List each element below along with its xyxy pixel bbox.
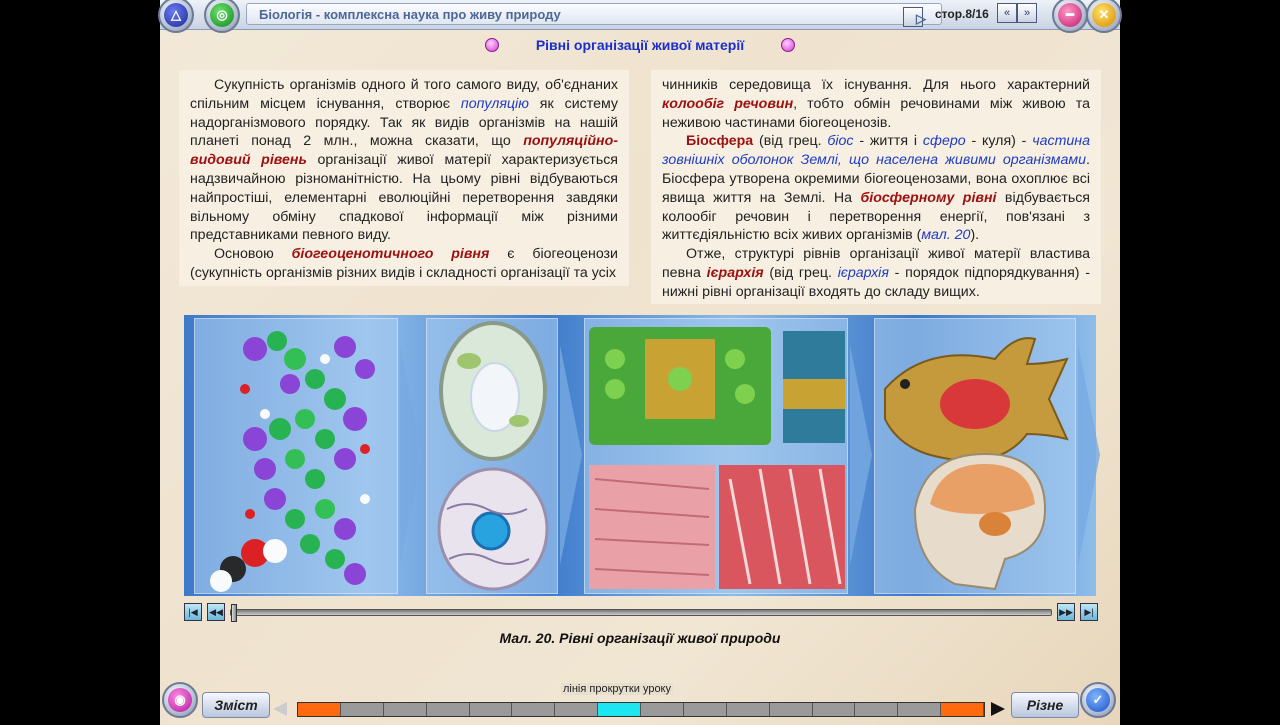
progress-segment[interactable] — [470, 703, 513, 716]
section-title: Рівні організації живої матерії — [535, 36, 745, 53]
term-text: біос — [827, 133, 854, 150]
animation-slider — [184, 603, 1098, 623]
term-text: популяцію — [460, 95, 529, 112]
slider-thumb[interactable] — [231, 604, 237, 622]
progress-segment[interactable] — [384, 703, 427, 716]
term-text: Біосфера — [686, 133, 754, 150]
rewind-icon: ◀◀ — [209, 606, 223, 617]
page-indicator: стор.8/16 — [935, 7, 989, 21]
levels-illustration — [184, 315, 1096, 596]
body-text: є біогеоценози (сукупність організмів різних видів і складності організації та усіх — [190, 246, 618, 281]
progress-segment[interactable] — [512, 703, 555, 716]
misc-label: Різне — [1026, 697, 1064, 713]
section-heading — [160, 36, 1120, 54]
slider-track[interactable] — [230, 609, 1052, 616]
ring-icon: ◎ — [210, 3, 234, 27]
level-arrow — [400, 345, 422, 565]
title-bar — [246, 3, 942, 25]
progress-segment[interactable] — [298, 703, 341, 716]
double-left-icon: « — [1003, 7, 1011, 19]
rewind-start-button[interactable] — [184, 603, 202, 621]
term-text: ієрархія — [837, 264, 889, 281]
progress-segment[interactable] — [341, 703, 384, 716]
progress-segment[interactable] — [641, 703, 684, 716]
fast-forward-icon: ▶▶ — [1059, 606, 1073, 617]
scroll-right-button[interactable] — [991, 702, 1005, 716]
paragraph — [662, 76, 1090, 132]
paragraph — [190, 245, 618, 283]
forward-end-button[interactable] — [1080, 603, 1098, 621]
minimize-icon: ━ — [1058, 3, 1082, 27]
body-text: (від грец. — [763, 264, 838, 281]
body-text: , тобто обмін речовинами між живою та неживою частинами біогеоценозів. — [662, 95, 1091, 131]
text-column-left — [179, 70, 629, 286]
body-text: відбувається колообіг речовин і перетворення енергії, пов'язані з життєдіяльністю всіх живих організмів ( — [662, 189, 1090, 244]
misc-button[interactable] — [1011, 692, 1079, 718]
body-text: Отже, структурі рівнів організації живої матерії властива певна — [662, 246, 1090, 281]
paragraph — [662, 245, 1090, 301]
triangle-icon: △ — [164, 3, 188, 27]
progress-segment[interactable] — [770, 703, 813, 716]
term-text: популяційно-видовий рівень — [190, 133, 618, 169]
term-text: біосферному рівні — [860, 189, 997, 206]
cell-panel — [426, 318, 558, 594]
scroll-left-button[interactable] — [273, 702, 287, 716]
cell-image — [427, 319, 558, 594]
contents-button[interactable] — [202, 692, 270, 718]
skip-forward-icon: ▶| — [1084, 606, 1094, 617]
body-text: (від грец. — [753, 133, 828, 150]
double-right-icon: » — [1023, 7, 1031, 19]
body-text: Основою — [214, 246, 292, 263]
step-back-button[interactable] — [207, 603, 225, 621]
window-title: Біологія - комплексна наука про живу природу — [259, 7, 561, 22]
prev-page-button[interactable] — [997, 3, 1017, 23]
disc-icon: ◉ — [168, 688, 192, 712]
top-toolbar — [160, 0, 1120, 30]
next-page-button[interactable] — [1017, 3, 1037, 23]
progress-segment[interactable] — [427, 703, 470, 716]
lesson-page — [160, 0, 1120, 725]
bullet-icon — [781, 38, 795, 52]
play-button[interactable] — [903, 7, 926, 27]
step-forward-button[interactable] — [1057, 603, 1075, 621]
body-text: . Біосфера утворена окремими біогеоценозами, вона охоплює всі явища життя на Землі. На — [662, 152, 1090, 206]
progress-segment[interactable] — [855, 703, 898, 716]
body-text: чинників середовища їх існування. Для нього характерний — [662, 77, 1090, 93]
level-arrow — [560, 345, 582, 565]
body-text: - життя і — [853, 133, 923, 150]
scroll-line-label: лінія прокрутки уроку — [563, 683, 671, 695]
body-text: ). — [970, 227, 980, 244]
tissue-panel — [584, 318, 848, 594]
progress-segment[interactable] — [941, 703, 984, 716]
body-text: як систему надорганізмового порядку. Так як видів організмів на нашій планеті понад 2 млн., можна сказати, що — [190, 95, 619, 150]
text-column-right — [651, 70, 1101, 304]
progress-segment[interactable] — [598, 703, 641, 716]
paragraph — [662, 132, 1090, 245]
check-icon: ✓ — [1086, 688, 1110, 712]
bullet-icon — [485, 38, 499, 52]
term-text: частина зовнішніх оболонок Землі, що населена живими організмами — [662, 133, 1090, 169]
organism-panel — [874, 318, 1076, 594]
level-arrow — [1078, 345, 1100, 565]
progress-segment[interactable] — [555, 703, 598, 716]
term-text: ієрархія — [706, 264, 764, 281]
organism-image — [875, 319, 1076, 594]
term-text: колообіг речовин — [662, 95, 794, 112]
dna-molecule-image — [195, 319, 398, 594]
progress-segment[interactable] — [898, 703, 941, 716]
figure-caption: Мал. 20. Рівні організації живої природи — [499, 630, 781, 646]
lesson-progress-bar[interactable] — [297, 702, 985, 717]
level-arrow — [850, 345, 872, 565]
close-icon: ✕ — [1092, 3, 1116, 27]
paragraph — [190, 76, 618, 245]
progress-segment[interactable] — [813, 703, 856, 716]
progress-segment[interactable] — [684, 703, 727, 716]
term-text: сферо — [922, 133, 966, 150]
body-text: - куля) - — [965, 133, 1033, 150]
body-text: - порядок підпорядкування) - нижні рівні організації входять до складу вищих. — [662, 264, 1091, 300]
bottom-toolbar — [160, 680, 1120, 725]
term-text: біогеоценотичного рівня — [291, 246, 490, 263]
check-button[interactable] — [1080, 682, 1116, 718]
term-text: мал. 20 — [921, 227, 971, 244]
progress-segment[interactable] — [727, 703, 770, 716]
body-text: Сукупність організмів одного й того самого виду, об'єднаних спільним місцем існування, створює — [190, 77, 618, 112]
disc-button[interactable] — [162, 682, 198, 718]
play-icon: ▷ — [916, 11, 926, 26]
contents-label: Зміст — [214, 697, 258, 713]
tissue-image — [585, 319, 848, 594]
molecule-panel — [194, 318, 398, 594]
body-text: організації живої матерії характеризується надзвичайною різноманітністю. На цьому рівні відбуваються найпростіші, елементарні еволюційні перетворення завдяки вільному обміну спадкової інформації між різними представниками певного виду. — [190, 152, 618, 244]
skip-back-icon: |◀ — [188, 606, 198, 617]
